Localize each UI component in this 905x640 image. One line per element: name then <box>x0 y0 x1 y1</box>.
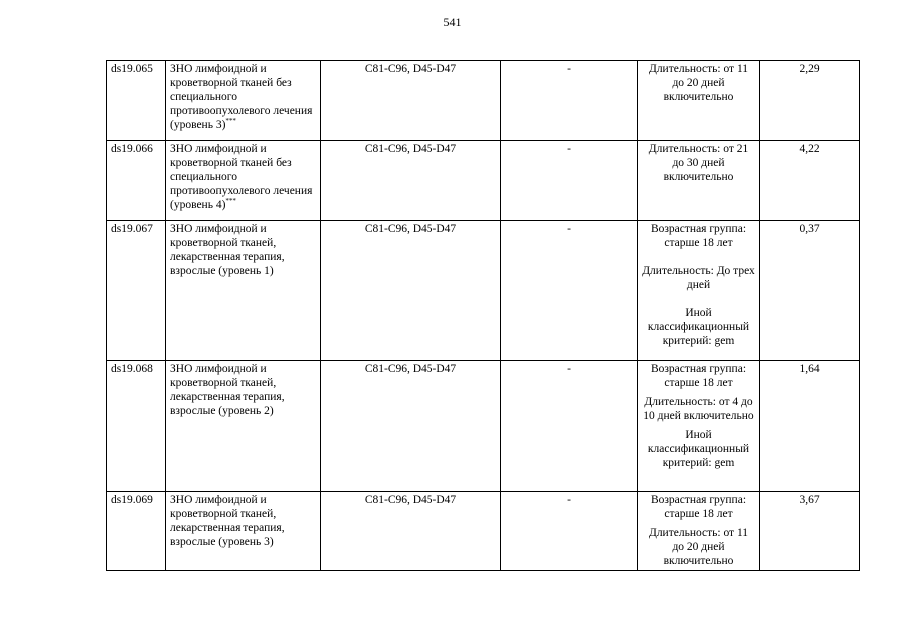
row-mkb-codes: C81-C96, D45-D47 <box>321 61 501 141</box>
criterion: Возрастная группа: старше 18 лет <box>650 494 747 520</box>
row-name-text: ЗНО лимфоидной и кроветворной тканей, лекарственная терапия, взрослые (уровень 1) <box>170 223 285 277</box>
criterion: Длительность: от 4 до 10 дней включительно <box>643 396 754 422</box>
criterion: Иной классификационный критерий: gem <box>647 429 750 469</box>
row-coefficient: 1,64 <box>760 361 860 492</box>
footnote-mark: *** <box>225 117 236 125</box>
row-name-text: ЗНО лимфоидной и кроветворной тканей без специального противоопухолевого лечения (уровень 3) <box>170 63 313 131</box>
row-mkb-codes: C81-C96, D45-D47 <box>321 141 501 221</box>
row-name <box>166 221 321 361</box>
row-service-code: - <box>501 141 638 221</box>
row-code: ds19.065 <box>107 61 166 141</box>
row-name-text: ЗНО лимфоидной и кроветворной тканей без специального противоопухолевого лечения (уровень 4) <box>170 143 313 211</box>
row-criteria <box>638 61 760 141</box>
row-name-text: ЗНО лимфоидной и кроветворной тканей, лекарственная терапия, взрослые (уровень 3) <box>170 494 285 548</box>
row-criteria <box>638 221 760 361</box>
row-name <box>166 492 321 571</box>
row-service-code: - <box>501 61 638 141</box>
row-service-code: - <box>501 221 638 361</box>
row-coefficient: 2,29 <box>760 61 860 141</box>
row-name-text: ЗНО лимфоидной и кроветворной тканей, лекарственная терапия, взрослые (уровень 2) <box>170 363 285 417</box>
page-number: 541 <box>443 15 462 29</box>
row-criteria <box>638 492 760 571</box>
footnote-mark: *** <box>225 197 236 205</box>
row-service-code: - <box>501 492 638 571</box>
row-criteria <box>638 361 760 492</box>
table-row <box>107 221 860 361</box>
row-mkb-codes: C81-C96, D45-D47 <box>321 492 501 571</box>
criterion: Возрастная группа: старше 18 лет <box>650 223 747 249</box>
criterion: Длительность: от 11 до 20 дней включительно <box>648 527 749 567</box>
criterion: Иной классификационный критерий: gem <box>647 307 750 347</box>
row-code: ds19.066 <box>107 141 166 221</box>
ksg-table <box>106 60 860 571</box>
row-criteria <box>638 141 760 221</box>
criterion: Длительность: от 21 до 30 дней включительно <box>648 143 749 183</box>
row-code: ds19.068 <box>107 361 166 492</box>
table-row <box>107 361 860 492</box>
row-service-code: - <box>501 361 638 492</box>
row-code: ds19.069 <box>107 492 166 571</box>
row-name <box>166 61 321 141</box>
criterion: Длительность: До трех дней <box>642 265 755 291</box>
table-row <box>107 141 860 221</box>
row-mkb-codes: C81-C96, D45-D47 <box>321 221 501 361</box>
row-coefficient: 0,37 <box>760 221 860 361</box>
row-code: ds19.067 <box>107 221 166 361</box>
table-row <box>107 492 860 571</box>
row-name <box>166 361 321 492</box>
row-mkb-codes: C81-C96, D45-D47 <box>321 361 501 492</box>
table-row <box>107 61 860 141</box>
row-coefficient: 4,22 <box>760 141 860 221</box>
criterion: Длительность: от 11 до 20 дней включительно <box>648 63 749 103</box>
row-name <box>166 141 321 221</box>
row-coefficient: 3,67 <box>760 492 860 571</box>
criterion: Возрастная группа: старше 18 лет <box>650 363 747 389</box>
